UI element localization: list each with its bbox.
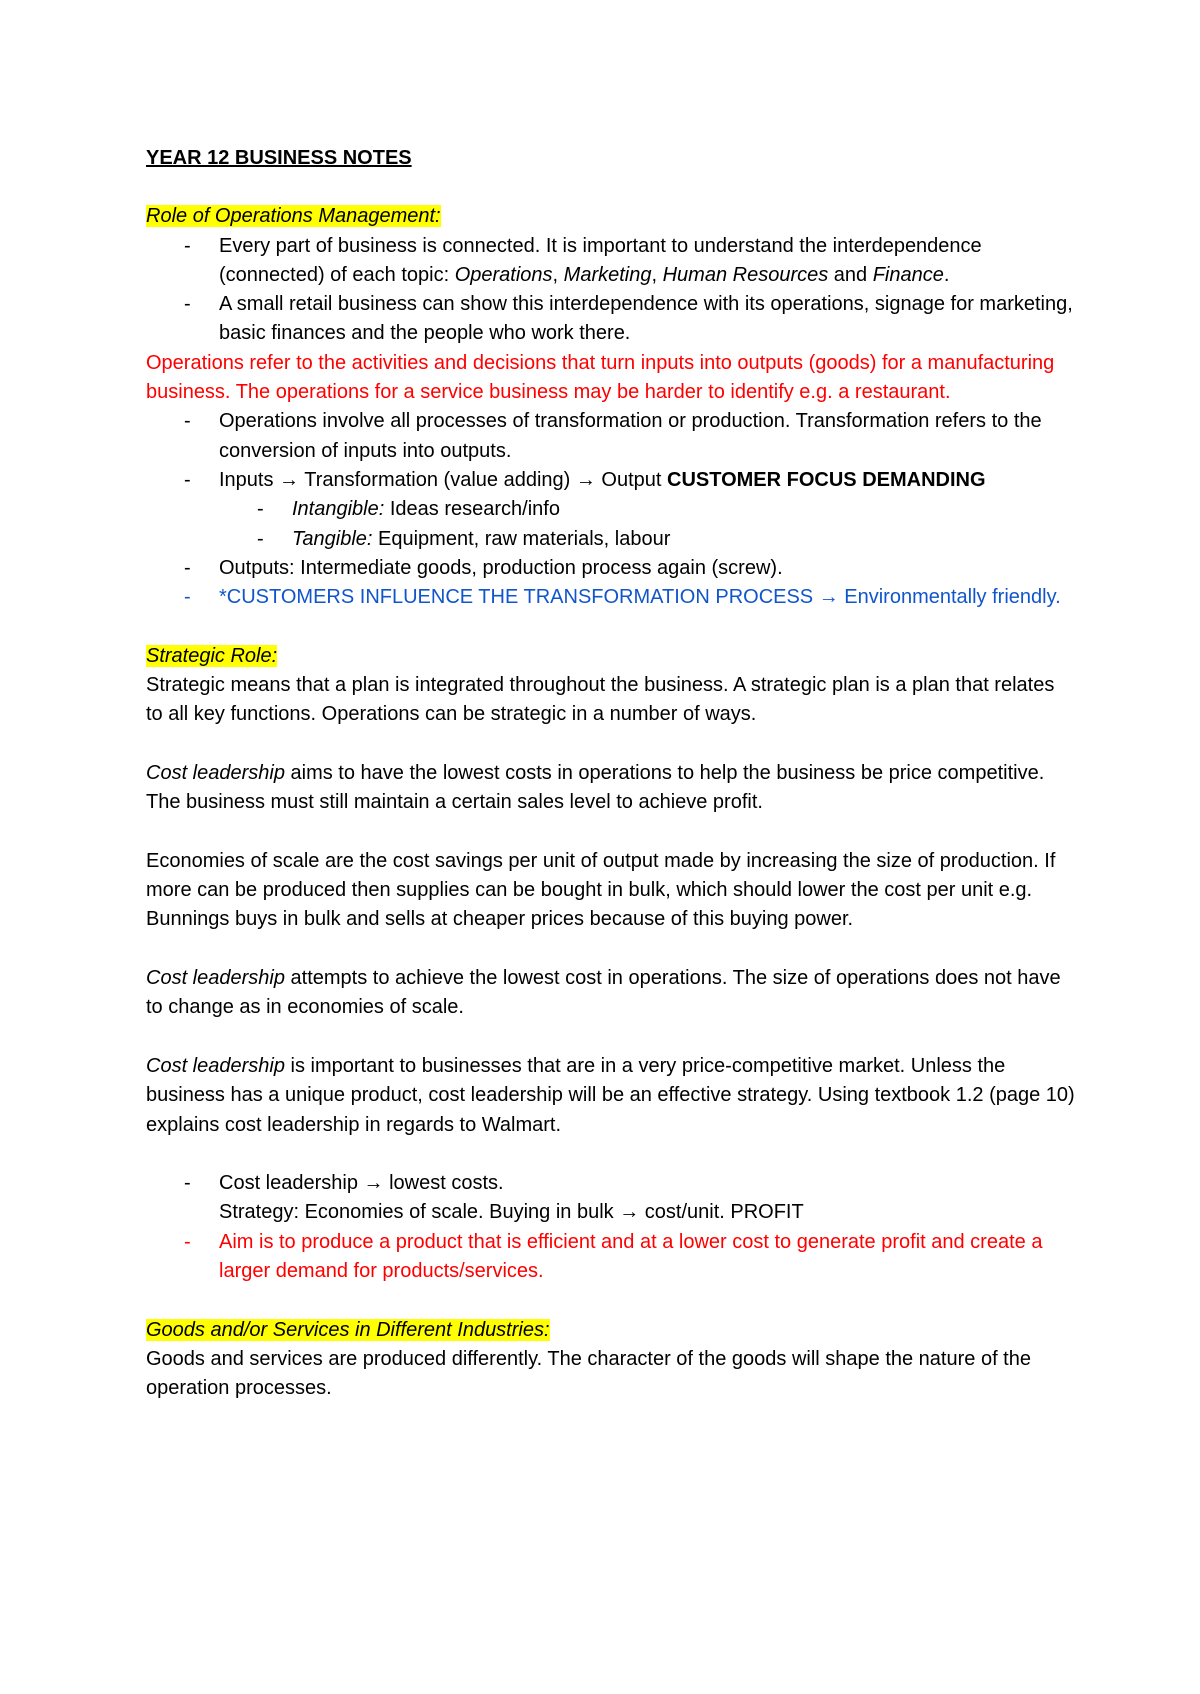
bullet-line: Cost leadership → lowest costs. [219, 1172, 504, 1195]
bold-emphasis: CUSTOMER FOCUS DEMANDING [667, 468, 986, 491]
spacer [146, 1023, 1076, 1052]
bullet-text: Every part of business is connected. It is important to understand the interdependence (connected) of each topic: [219, 234, 982, 286]
spacer [146, 1140, 1076, 1169]
operations-definition: Operations refer to the activities and decisions that turn inputs into outputs (goods) for a manufacturing business. The operations for a service business may be harder to identify e.g. a restaurant. [146, 351, 1055, 404]
topic-finance: Finance [872, 263, 944, 286]
sub-text: Equipment, raw materials, labour [372, 527, 671, 550]
separator: , [651, 263, 663, 286]
paragraph-text: attempts to achieve the lowest cost in operations. The size of operations does not have to change as in economies of scale. [146, 967, 1061, 1019]
section-heading-operations [146, 202, 1076, 231]
sub-label: Tangible: [292, 527, 373, 550]
list-item: - A small retail business can show this interdependence with its operations, signage for marketing, basic finances and the people who work there. [219, 290, 1076, 349]
term: Cost leadership [146, 1054, 285, 1077]
topic-human-resources: Human Resources [662, 263, 829, 286]
sub-label: Intangible: [292, 498, 385, 521]
highlighted-heading: Strategic Role: [146, 644, 278, 667]
list-item [219, 1169, 1076, 1228]
paragraph: Goods and services are produced differently. The character of the goods will shape the nature of the operation processes. [146, 1347, 1031, 1400]
list-item: - Outputs: Intermediate goods, production process again (screw). [219, 554, 1076, 583]
paragraph: Economies of scale are the cost savings per unit of output made by increasing the size of production. If more can be produced then supplies can be bought in bulk, which should lower the cost per unit e.g. Bunnings buys in bulk and sells at cheaper prices because of this buying power. [146, 849, 1056, 931]
spacer [146, 818, 1076, 847]
sub-text: Ideas research/info [384, 498, 560, 521]
operations-list [146, 232, 1076, 349]
transformation-list [146, 407, 1076, 612]
punctuation: . [943, 263, 950, 286]
list-item [292, 525, 1076, 554]
list-item: - Operations involve all processes of transformation or production. Transformation refers to the conversion of inputs into outputs. [219, 407, 1076, 466]
conjunction: and [828, 263, 873, 286]
list-item [219, 232, 1076, 291]
spacer [146, 730, 1076, 759]
paragraph-text: aims to have the lowest costs in operations to help the business be price competitive. The business must still maintain a certain sales level to achieve profit. [146, 761, 1045, 814]
term: Cost leadership [146, 967, 285, 990]
document-title: YEAR 12 BUSINESS NOTES [146, 147, 412, 169]
spacer [146, 935, 1076, 964]
paragraph: Strategic means that a plan is integrated throughout the business. A strategic plan is a plan that relates to all key functions. Operations can be strategic in a number of ways. [146, 674, 1055, 726]
highlighted-heading: Role of Operations Management: [146, 205, 441, 228]
cost-leadership-list [146, 1169, 1076, 1286]
list-item [219, 466, 1076, 554]
topic-marketing: Marketing [563, 263, 652, 286]
section-heading-strategic [146, 642, 1076, 671]
list-item: - Aim is to produce a product that is efficient and at a lower cost to generate profit and create a larger demand for products/services. [219, 1228, 1076, 1287]
topic-operations: Operations [454, 263, 553, 286]
input-types-list [219, 495, 1076, 554]
list-item: - *CUSTOMERS INFLUENCE THE TRANSFORMATION PROCESS → Environmentally friendly. [219, 583, 1076, 612]
spacer [146, 612, 1076, 641]
highlighted-heading: Goods and/or Services in Different Industries: [146, 1318, 550, 1341]
paragraph-text: is important to businesses that are in a very price-competitive market. Unless the business has a unique product, cost leadership will be an effective strategy. Using textbook 1.2 (page 10) explains cost leadership in regards to Walmart. [146, 1054, 1075, 1136]
spacer [146, 1286, 1076, 1315]
term: Cost leadership [146, 761, 285, 784]
separator: , [552, 263, 564, 286]
bullet-line: Strategy: Economies of scale. Buying in bulk → cost/unit. PROFIT [219, 1201, 804, 1224]
paragraph [146, 964, 1076, 1023]
list-item [292, 495, 1076, 524]
section-heading-goods-services [146, 1316, 1076, 1345]
bullet-text: Inputs → Transformation (value adding) → Output [219, 468, 667, 491]
document-content [146, 144, 1076, 1403]
paragraph [146, 759, 1076, 818]
paragraph [146, 1052, 1076, 1140]
